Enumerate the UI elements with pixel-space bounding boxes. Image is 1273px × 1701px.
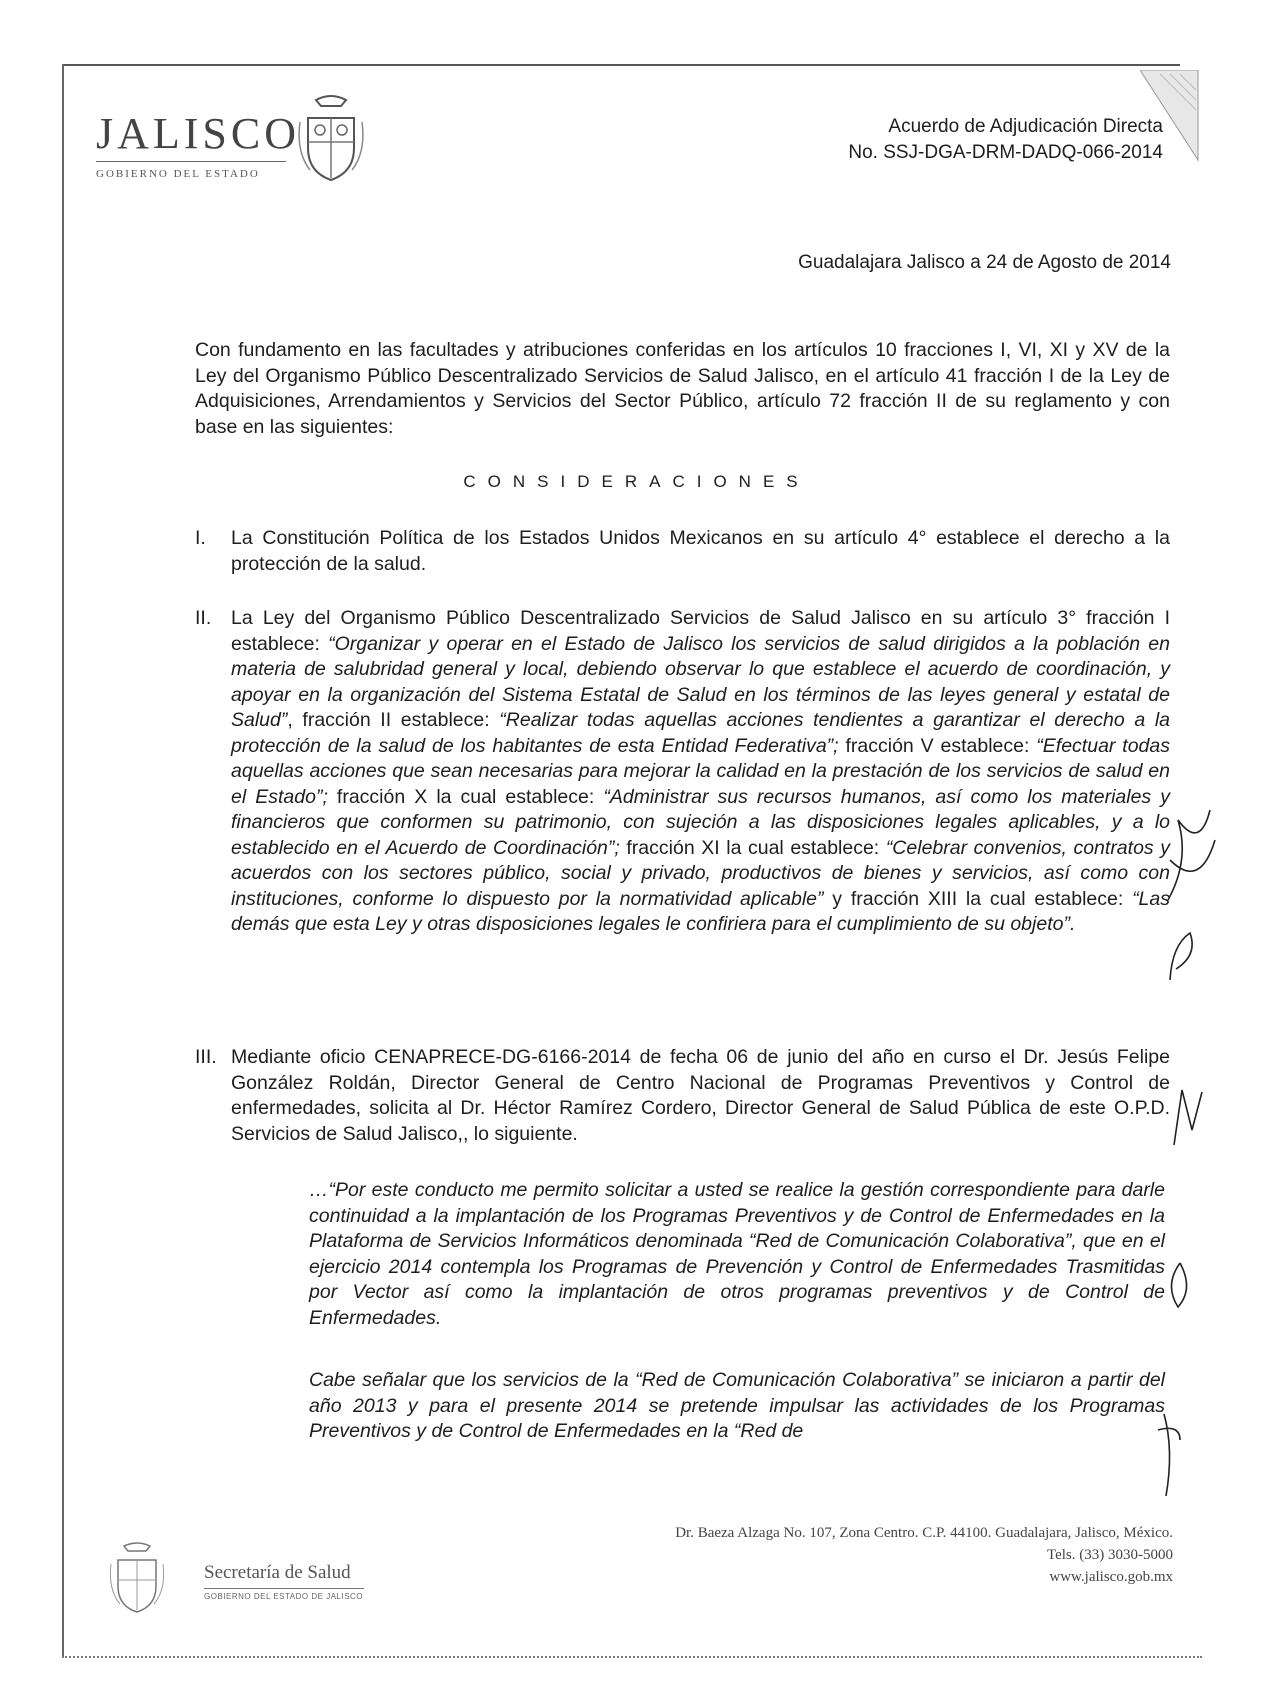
item-text-run: La Ley del Organismo Público Descentralizado Servicios de Salud Jalisco en su artículo 3° fracción I establece: [231,607,1170,655]
item-text-run: fracción V establece: [838,734,1037,757]
state-crest-icon [296,92,366,184]
section-heading: CONSIDERACIONES [463,472,810,491]
item-text: Mediante oficio CENAPRECE-DG-6166-2014 de fecha 06 de junio del año en curso el Dr. Jesús Felipe González Roldán, Director General de Centro Nacional de Programas Preventivos y Control de enfermedades, solicita al Dr. Héctor Ramírez Cordero, Director General de Salud Pública de este O.P.D. Servicios de Salud Jalisco,, lo siguiente. [231,1046,1170,1145]
consideration-item [195,1045,1170,1147]
secretariat-title: Secretaría de Salud [204,1562,351,1583]
item-text: La Constitución Política de los Estados Unidos Mexicanos en su artículo 4° establece el derecho a la protección de la salud. [231,527,1170,575]
page-frame-top [62,64,1180,66]
page-frame-left [62,64,64,1658]
item-number: III. [195,1046,217,1068]
item-text-run: y fracción XIII la cual establece: [823,887,1133,910]
item-number: I. [195,527,206,549]
document-date: Guadalajara Jalisco a 24 de Agosto de 2014 [798,252,1171,273]
agreement-reference [848,114,1163,166]
block-quote: Cabe señalar que los servicios de la “Red de Comunicación Colaborativa” se iniciaron a partir del año 2013 y para el presente 2014 se pretende impulsar las actividades de los Programas Preventivos y de Control de Enfermedades en la “Red de [309,1369,1165,1442]
margin-signature-mark [1150,1410,1190,1500]
secretariat-subtitle: GOBIERNO DEL ESTADO DE JALISCO [204,1592,364,1601]
item-quote: “Las demás que esta Ley y otras disposiciones legales le confiriera para el cumplimiento de su objeto”. [231,887,1170,935]
margin-initial-mark [1162,925,1202,985]
margin-initial-mark [1168,1080,1208,1150]
footer-crest-icon [108,1540,166,1616]
jalisco-logo [96,109,301,180]
item-quote: “Efectuar todas aquellas acciones que sean necesarias para mejorar la calidad en la prestación de los servicios de salud en el Estado”; [231,734,1170,808]
item-quote: “Realizar todas aquellas acciones tendientes a garantizar el derecho a la protección de la salud de los habitantes de esta Entidad Federativa”; [231,709,1170,757]
margin-signature-mark [1160,800,1220,910]
secretariat-divider [204,1588,364,1589]
health-secretariat-logo [204,1562,364,1601]
item-text-run: , fracción II establece: [287,709,500,731]
item-quote: “Celebrar convenios, contratos y acuerdos con los sectores público, social y privado, productivos de bienes y servicios, así como con instituciones, conforme lo dispuesto por la normatividad aplicable” [231,836,1170,910]
item-number: II. [195,607,212,629]
logo-subtitle: GOBIERNO DEL ESTADO [96,168,260,180]
logo-divider [96,161,286,162]
intro-paragraph: Con fundamento en las facultades y atribuciones conferidas en los artículos 10 fracciones I, VI, XI y XV de la Ley del Organismo Público Descentralizado Servicios de Salud Jalisco, en el artículo 41 fracción I de la Ley de Adquisiciones, Arrendamientos y Servicios del Sector Público, artículo 72 fracción II de su reglamento y con base en las siguientes: [195,339,1170,438]
page-frame-bottom [62,1656,1202,1658]
block-quote: …“Por este conducto me permito solicitar a usted se realice la gestión correspondiente para darle continuidad a la implantación de los Programas Preventivos y de Control de Enfermedades en la Plataforma de Servicios Informáticos denominada “Red de Comunicación Colaborativa”, que en el ejercicio 2014 contempla los Programas de Prevención y Control de Enfermedades Trasmitidas por Vector así como la implantación de otros programas preventivos y de Control de Enfermedades. [309,1179,1165,1329]
footer-address: Dr. Baeza Alzaga No. 107, Zona Centro. C.P. 44100. Guadalajara, Jalisco, México. [675,1525,1173,1541]
agreement-type: Acuerdo de Adjudicación Directa [888,116,1163,137]
item-quote: “Administrar sus recursos humanos, así como los materiales y financieros que conformen su patrimonio, con sujeción a las disposiciones legales aplicables, y a lo establecido en el Acuerdo de Coordinación”; [231,785,1170,859]
footer-website: www.jalisco.gob.mx [1049,1569,1173,1585]
agreement-number: No. SSJ-DGA-DRM-DADQ-066-2014 [848,142,1163,163]
logo-wordmark: JALISCO [96,109,301,158]
margin-initial-mark [1160,1255,1200,1315]
item-text [231,606,1170,938]
consideration-item [195,526,1170,577]
footer-phone: Tels. (33) 3030-5000 [1046,1547,1173,1563]
consideration-item [195,606,1170,938]
item-quote: “Organizar y operar en el Estado de Jalisco los servicios de salud dirigidos a la población en materia de salubridad general y local, debiendo observar lo que establece el acuerdo de coordinación, y apoyar en la organización del Sistema Estatal de Salud en los términos de las leyes general y estatal de Salud” [231,632,1170,731]
footer-address-block [675,1522,1173,1588]
item-text-run: fracción X la cual establece: [327,785,604,808]
item-text-run: fracción XI la cual establece: [619,836,886,859]
